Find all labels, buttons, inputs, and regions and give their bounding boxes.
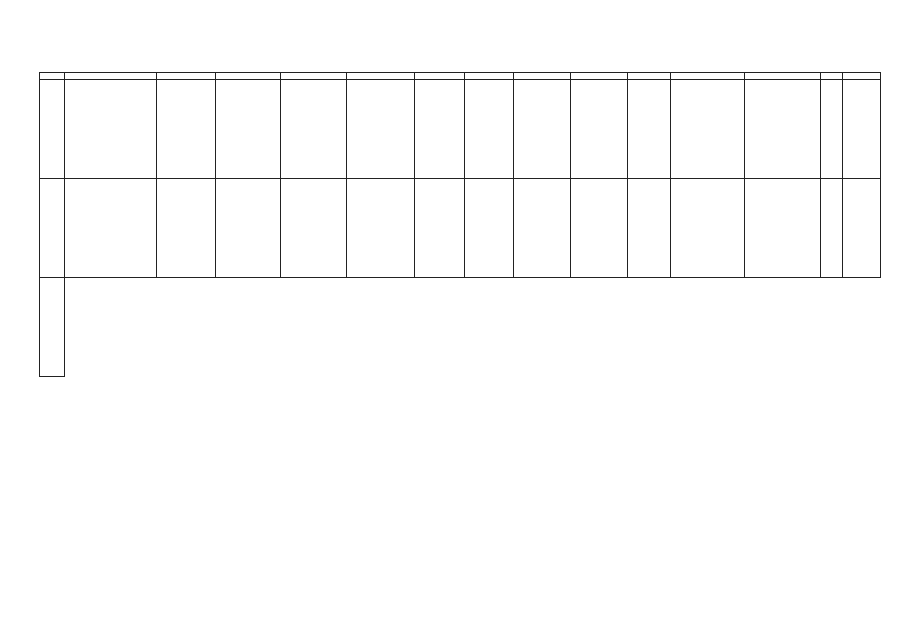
- ownership-cell: [216, 179, 281, 278]
- header-cell: [40, 73, 65, 80]
- row-number-cell: [40, 278, 65, 377]
- care-mode-cell: [628, 80, 671, 179]
- equipment-cell: [671, 179, 745, 278]
- settlement-cell: [415, 80, 465, 179]
- unit-type-cell: [514, 179, 571, 278]
- population-cell: [465, 179, 514, 278]
- header-cell: [745, 73, 821, 80]
- header-cell: [281, 73, 347, 80]
- organization-cell: [65, 80, 157, 179]
- inn-cell: [157, 179, 216, 278]
- address-cell: [347, 80, 415, 179]
- address-cell: [347, 179, 415, 278]
- equipment-cell: [671, 80, 745, 179]
- header-row: [40, 73, 881, 80]
- row-number-cell: [40, 80, 65, 179]
- registry-table: [39, 72, 881, 377]
- unit-type-cell: [514, 80, 571, 179]
- building-cell: [281, 179, 347, 278]
- order-cell: [745, 80, 821, 179]
- table-row: [40, 80, 881, 179]
- settlement-cell: [415, 179, 465, 278]
- header-cell: [571, 73, 628, 80]
- building-cell: [281, 80, 347, 179]
- unit-subtype-cell: [571, 80, 628, 179]
- header-cell: [843, 73, 881, 80]
- date-cell: [843, 80, 881, 179]
- header-cell: [157, 73, 216, 80]
- unit-subtype-cell: [571, 179, 628, 278]
- row-number-cell: [40, 179, 65, 278]
- inn-cell: [157, 80, 216, 179]
- population-cell: [465, 80, 514, 179]
- header-cell: [216, 73, 281, 80]
- date-cell: [843, 179, 881, 278]
- ownership-cell: [216, 80, 281, 179]
- quantity-cell: [821, 80, 843, 179]
- header-cell: [465, 73, 514, 80]
- organization-cell: [65, 179, 157, 278]
- header-cell: [671, 73, 745, 80]
- order-cell: [745, 179, 821, 278]
- quantity-cell: [821, 179, 843, 278]
- header-cell: [415, 73, 465, 80]
- table-row: [40, 179, 881, 278]
- header-cell: [514, 73, 571, 80]
- header-cell: [65, 73, 157, 80]
- care-mode-cell: [628, 179, 671, 278]
- header-cell: [628, 73, 671, 80]
- header-cell: [821, 73, 843, 80]
- header-cell: [347, 73, 415, 80]
- table-row: [40, 278, 881, 377]
